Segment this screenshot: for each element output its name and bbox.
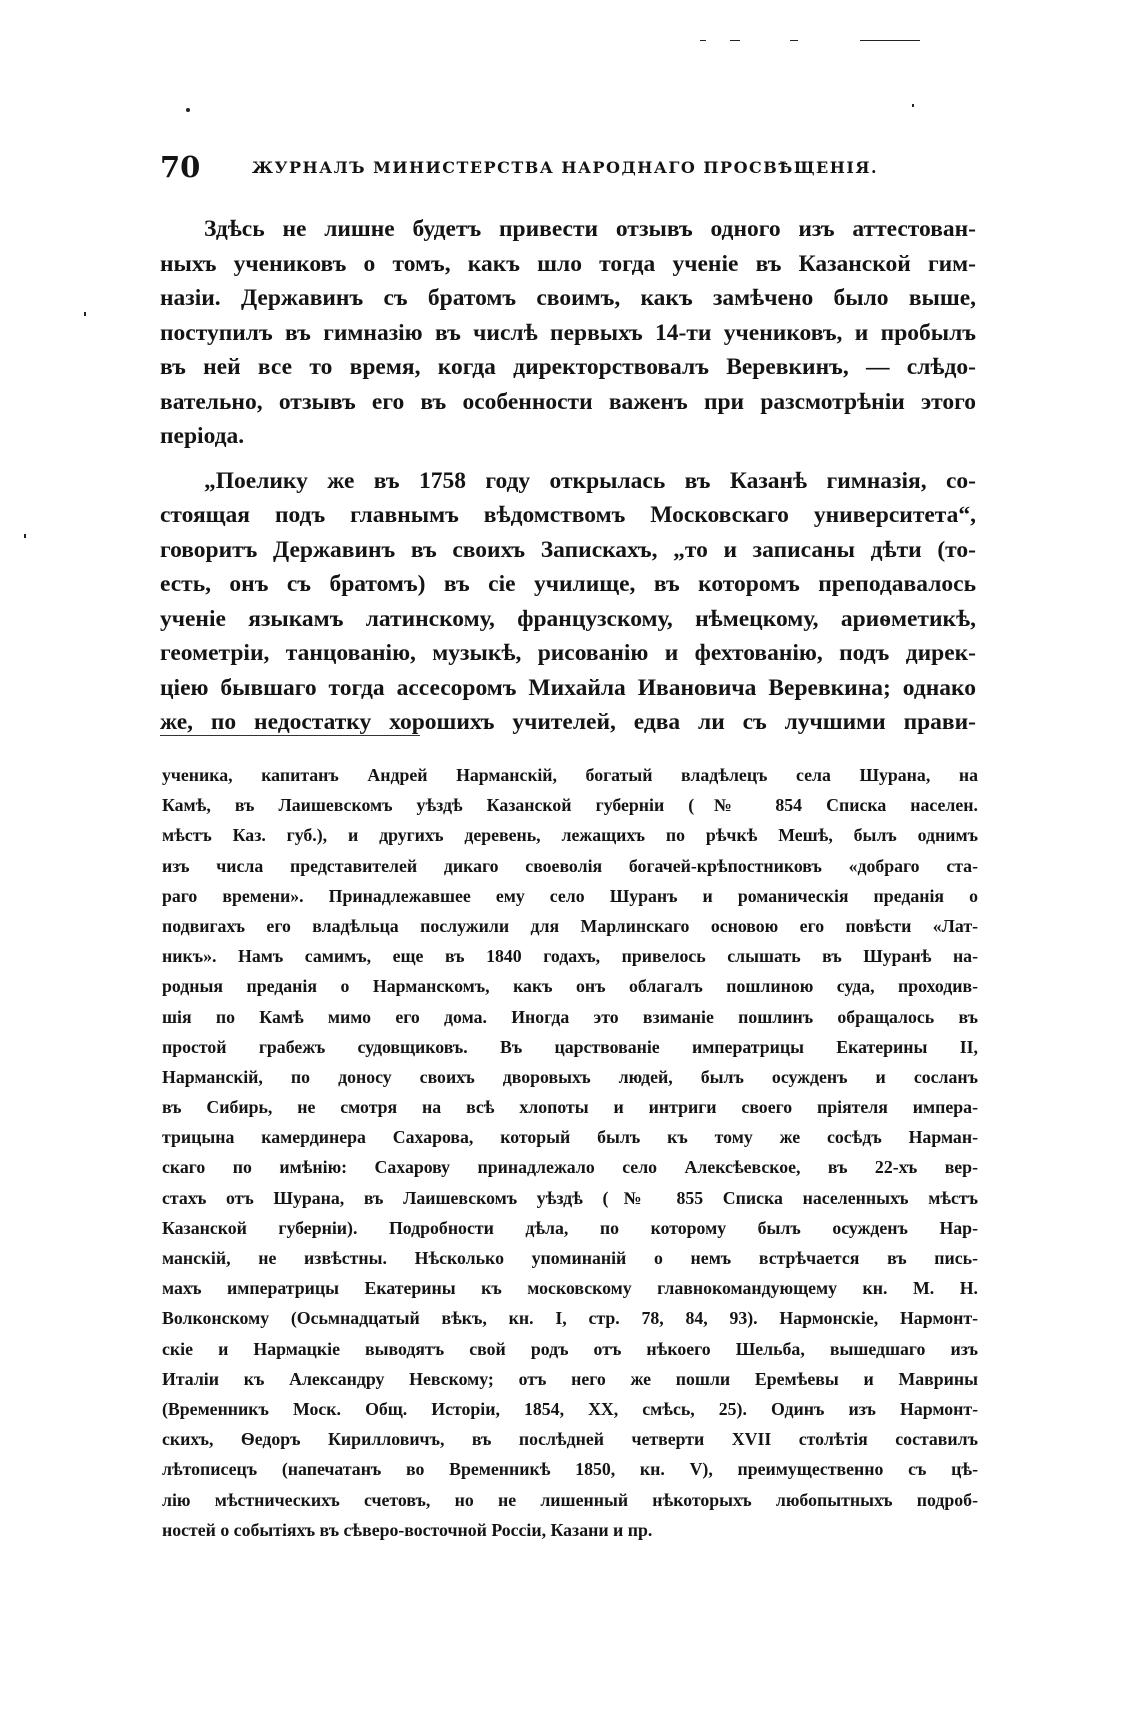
footnote-line: Нармансκій, по доносу своихъ дворовыхъ людей, былъ осужденъ и сосланъ xyxy=(162,1066,978,1087)
scan-artifact xyxy=(790,40,798,41)
text-line: ныхъ учениковъ о томъ, какъ шло тогда ученіе въ Казанской гим- xyxy=(160,250,976,277)
footnote-line: скихъ, Ѳедоръ Кирилловичъ, въ послѣдней четверти XVII столѣтія составилъ xyxy=(162,1429,978,1450)
footnote-line: трицына камердинера Сахарова, который былъ къ тому же сосѣдъ Нарман- xyxy=(162,1127,978,1148)
text-line: ціею бывшаго тогда ассесоромъ Михайла Ивановича Веревкина; однако xyxy=(160,674,976,701)
scan-artifact xyxy=(730,40,740,41)
text-line: геометріи, танцованію, музыкѣ, рисованію и фехтованію, подъ дирек- xyxy=(160,640,976,666)
page-header xyxy=(160,150,980,190)
text-line: же, по недостатку хорошихъ учителей, едва ли съ лучшими прави- xyxy=(160,709,976,735)
footnote-line: въ Сибирь, не смотря на всѣ хлопоты и интриги своего пріятеля импера- xyxy=(162,1097,978,1118)
text-line: періода. xyxy=(160,423,245,449)
scan-artifact xyxy=(860,40,920,41)
paragraph xyxy=(160,212,976,454)
scan-artifact xyxy=(700,40,706,41)
text-line: стоящая подъ главнымъ вѣдомствомъ Московскаго университета“, xyxy=(160,502,976,528)
footnote-line: простой грабежъ судовщиковъ. Въ царствованіе императрицы Екатерины II, xyxy=(162,1036,978,1057)
text-line: поступилъ въ гимназію въ числѣ первыхъ 14-ти учениковъ, и пробылъ xyxy=(160,319,976,346)
footnote-line: мѣстъ Каз. губ.), и другихъ деревень, лежащихъ по рѣчкѣ Мешѣ, былъ однимъ xyxy=(162,825,978,846)
text-line: вательно, отзывъ его въ особенности важенъ при разсмотрѣніи этого xyxy=(160,388,976,415)
text-line: въ ней все то время, когда директорствовалъ Веревкинъ, — слѣдо- xyxy=(160,354,976,380)
page-number: 70 xyxy=(160,150,201,184)
footnote-line: шія по Камѣ мимо его дома. Иногда это взиманіе пошлинъ обращалось въ xyxy=(162,1006,978,1027)
footnote-line: мансκій, не извѣстны. Нѣсколько упоминаній о немъ встрѣчается въ пись- xyxy=(162,1248,978,1268)
scan-artifact xyxy=(912,104,914,107)
scan-artifact xyxy=(84,312,86,316)
running-title: ЖУРНАЛЪ МИНИСТЕРСТВА НАРОДНАГО ПРОСВѢЩЕНІЯ. xyxy=(252,158,879,177)
footnote-line: лію мѣстническихъ счетовъ, но не лишенный нѣкоторыхъ любопытныхъ подроб- xyxy=(162,1489,978,1510)
footnote-line: Волконскому (Осьмнадцатый вѣкъ, кн. I, стр. 78, 84, 93). Нармонскіе, Нармонт- xyxy=(162,1308,978,1329)
footnote-line: скіе и Нармацкіе выводятъ свой родъ отъ нѣкоего Шельба, вышедшаго изъ xyxy=(162,1338,978,1359)
text-line: Здѣсь не лишне будетъ привести отзывъ одного изъ аттестован- xyxy=(204,216,976,242)
footnote xyxy=(162,760,978,1545)
footnote-line: ностей о событіяхъ въ сѣверо-восточной Россіи, Казани и пр. xyxy=(162,1519,653,1540)
main-text xyxy=(160,212,976,740)
text-line: есть, онъ съ братомъ) въ сіе училище, въ которомъ преподавалось xyxy=(160,571,976,597)
paragraph xyxy=(160,464,976,740)
footnote-line: изъ числа представителей дикаго своеволія богачей-крѣпостниковъ «добраго ста- xyxy=(162,855,978,876)
text-line: назіи. Державинъ съ братомъ своимъ, какъ замѣчено было выше, xyxy=(160,285,976,311)
footnote-line: махъ императрицы Екатерины къ московскому главнокомандующему кн. М. Н. xyxy=(162,1278,978,1299)
footnote-line: (Временникъ Моск. Общ. Исторіи, 1854, XX, смѣсь, 25). Одинъ изъ Нармонт- xyxy=(162,1398,978,1419)
scan-artifact xyxy=(24,534,26,538)
text-line: „Поелику же въ 1758 году открылась въ Казанѣ гимназія, со- xyxy=(204,467,976,494)
footnote-line: никъ». Намъ самимъ, еще въ 1840 годахъ, привелось слышать въ Шуранѣ на- xyxy=(162,946,978,967)
text-line: ученіе языкамъ латинскому, французскому, нѣмецкому, ариѳметикѣ, xyxy=(160,605,976,632)
footnote-line: лѣтописецъ (напечатанъ во Временникѣ 1850, кн. V), преимущественно съ цѣ- xyxy=(162,1459,978,1480)
footnote-line: подвигахъ его владѣльца послужили для Марлинскаго основою его повѣсти «Лат- xyxy=(162,915,978,936)
footnote-line: Казанской губерніи). Подробности дѣла, по которому былъ осужденъ Нар- xyxy=(162,1217,978,1238)
footnote-line: ученика, капитанъ Андрей Нармансκій, богатый владѣлецъ села Шурана, на xyxy=(162,765,978,785)
footnote-line: Камѣ, въ Лаишевскомъ уѣздѣ Казанской губерніи (№ 854 Списка населен. xyxy=(162,795,978,816)
text-line: говоритъ Державинъ въ своихъ Запискахъ, „то и записаны дѣти (то- xyxy=(160,536,976,563)
footnote-line: скаго по имѣнію: Сахарову принадлежало село Алексѣевское, въ 22-хъ вер- xyxy=(162,1157,978,1178)
footnote-line: родныя преданія о Нармансκомъ, какъ онъ облагалъ пошлиною суда, проходив- xyxy=(162,976,978,997)
footnote-line: стахъ отъ Шурана, въ Лаишевскомъ уѣздѣ (№ 855 Списка населенныхъ мѣстъ xyxy=(162,1187,978,1208)
footnote-line: раго времени». Принадлежавшее ему село Шуранъ и романическія преданія о xyxy=(162,885,978,906)
footnote-line: Италіи къ Александру Невскому; отъ него же пошли Еремѣевы и Маврины xyxy=(162,1368,978,1389)
scan-artifact xyxy=(186,108,190,112)
footnote-divider xyxy=(160,735,420,736)
